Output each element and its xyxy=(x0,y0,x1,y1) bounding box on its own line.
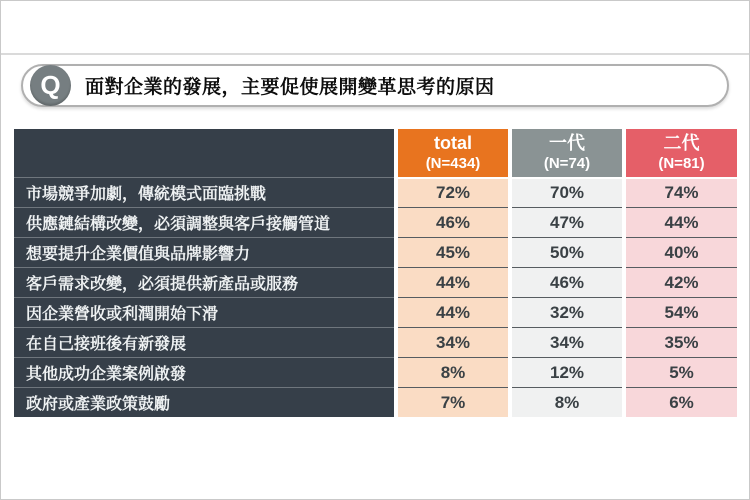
value-cell-total: 72% xyxy=(398,177,508,207)
row-label: 市場競爭加劇，傳統模式面臨挑戰 xyxy=(14,177,394,207)
value-cell-total: 46% xyxy=(398,207,508,237)
value-cell-total: 44% xyxy=(398,297,508,327)
row-label: 供應鏈結構改變，必須調整與客戶接觸管道 xyxy=(14,207,394,237)
value-cell-gen2: 6% xyxy=(626,387,737,417)
corner-cell xyxy=(14,129,394,177)
question-title: 面對企業的發展，主要促使展開變革思考的原因 xyxy=(85,77,495,98)
row-label: 其他成功企業案例啟發 xyxy=(14,357,394,387)
column-header-gen2 xyxy=(626,129,737,177)
value-cell-total: 34% xyxy=(398,327,508,357)
column-header-gen1-label: 一代 xyxy=(549,133,585,154)
value-cell-gen2: 5% xyxy=(626,357,737,387)
value-cell-gen1: 32% xyxy=(512,297,622,327)
value-cell-gen2: 44% xyxy=(626,207,737,237)
column-header-gen2-n: (N=81) xyxy=(658,154,705,172)
value-cell-gen1: 8% xyxy=(512,387,622,417)
top-divider xyxy=(1,53,750,55)
value-cell-gen2: 42% xyxy=(626,267,737,297)
column-header-total-label: total xyxy=(434,133,472,154)
value-cell-gen2: 74% xyxy=(626,177,737,207)
column-header-total xyxy=(398,129,508,177)
value-cell-gen1: 34% xyxy=(512,327,622,357)
value-cell-total: 7% xyxy=(398,387,508,417)
row-label: 因企業營收或利潤開始下滑 xyxy=(14,297,394,327)
row-label: 客戶需求改變，必須提供新產品或服務 xyxy=(14,267,394,297)
value-cell-total: 8% xyxy=(398,357,508,387)
value-cell-total: 45% xyxy=(398,237,508,267)
column-header-total-n: (N=434) xyxy=(425,154,481,172)
column-header-gen2-label: 二代 xyxy=(663,133,700,154)
row-label: 政府或產業政策鼓勵 xyxy=(14,387,394,417)
value-cell-gen2: 35% xyxy=(626,327,737,357)
value-cell-gen2: 54% xyxy=(626,297,737,327)
value-cell-gen2: 40% xyxy=(626,237,737,267)
row-label: 想要提升企業價值與品牌影響力 xyxy=(14,237,394,267)
value-cell-gen1: 50% xyxy=(512,237,622,267)
column-header-gen1 xyxy=(512,129,622,177)
column-header-gen1-n: (N=74) xyxy=(543,154,591,172)
value-cell-gen1: 47% xyxy=(512,207,622,237)
value-cell-gen1: 12% xyxy=(512,357,622,387)
q-icon: Q xyxy=(30,65,71,106)
results-table xyxy=(14,129,737,417)
question-header xyxy=(21,64,729,107)
value-cell-gen1: 46% xyxy=(512,267,622,297)
row-label: 在自己接班後有新發展 xyxy=(14,327,394,357)
value-cell-total: 44% xyxy=(398,267,508,297)
value-cell-gen1: 70% xyxy=(512,177,622,207)
